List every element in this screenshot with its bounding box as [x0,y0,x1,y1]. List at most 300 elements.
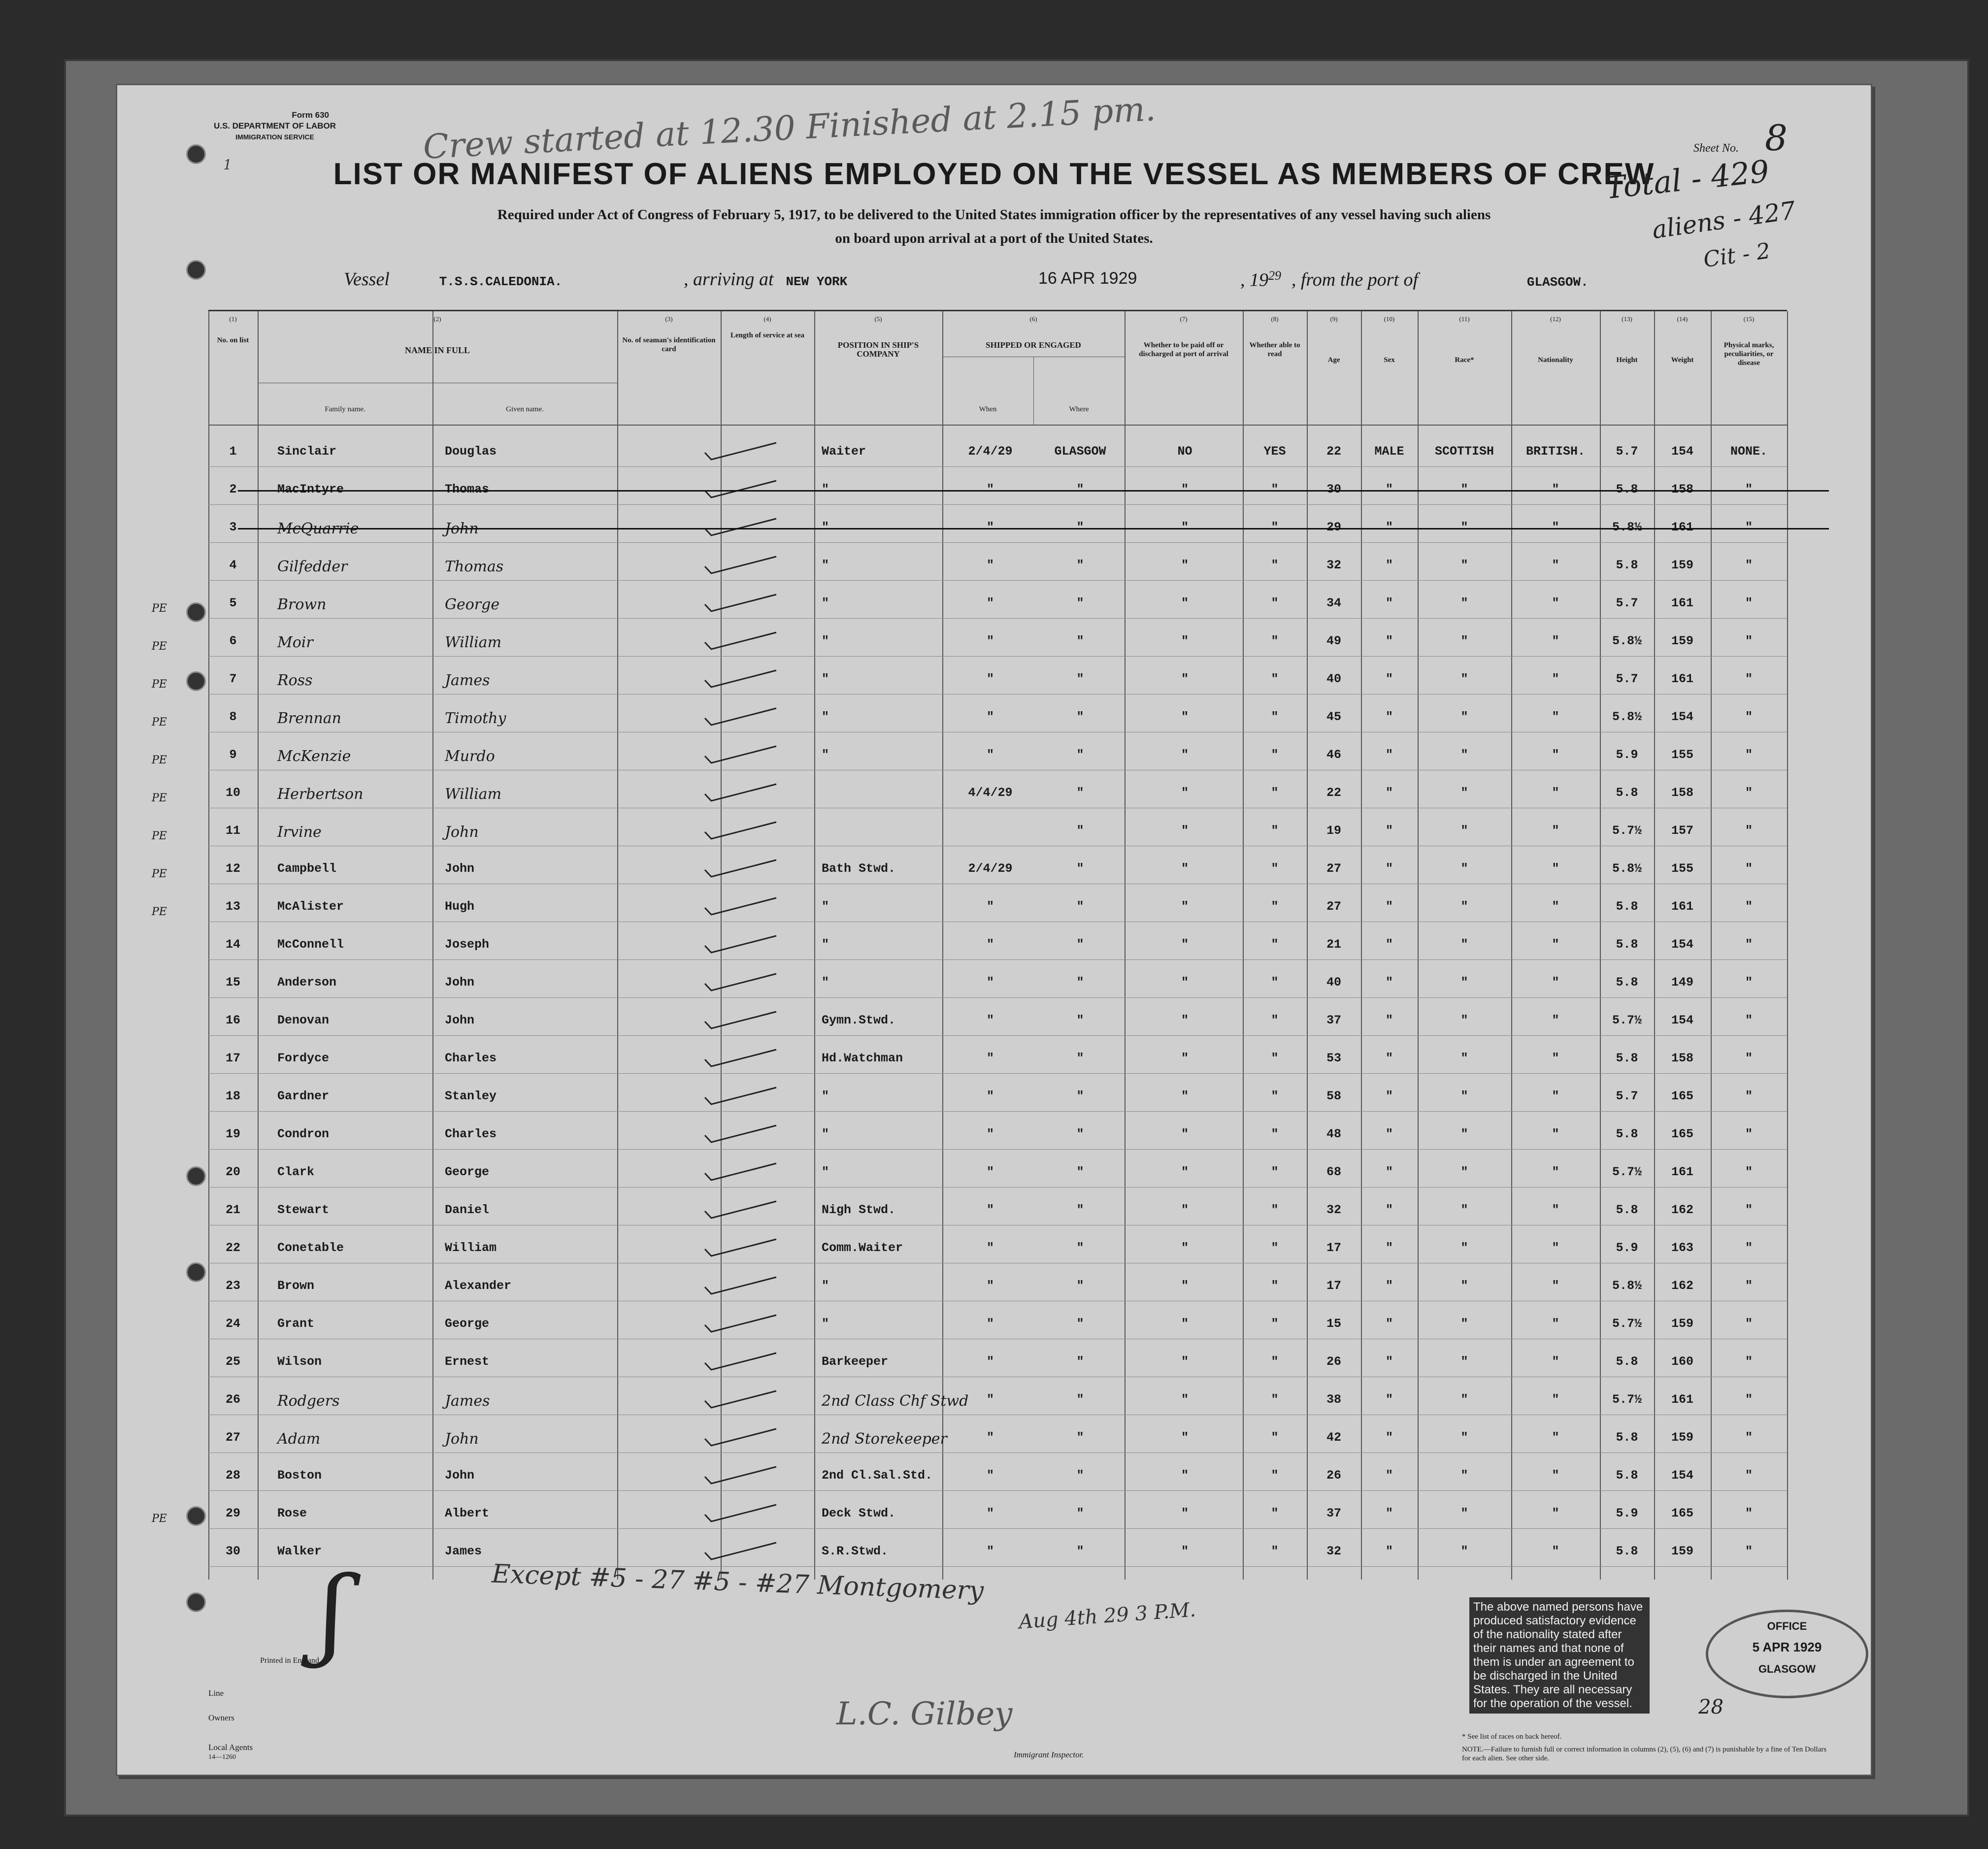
cell-given: James [445,1392,490,1410]
cell-sex: " [1385,482,1393,496]
cell-weight: 154 [1671,710,1693,724]
hdr-race: Race* [1455,356,1474,364]
inspector-label: Immigrant Inspector. [1014,1750,1084,1759]
cell-sex: " [1385,1013,1393,1027]
cell-race: " [1460,1354,1468,1369]
cell-where: " [1076,1544,1084,1558]
cell-given: John [445,1468,475,1483]
table-row [208,1279,1787,1317]
check-mark-icon [702,707,781,727]
check-mark-icon [702,1200,781,1220]
cell-family: Anderson [277,975,337,990]
cell-height: 5.8 [1616,1051,1638,1065]
cell-race: " [1460,1127,1468,1141]
colnum-9: (9) [1330,315,1338,323]
cell-when: " [986,558,994,572]
cell-position: " [822,672,829,686]
pe-mark: PE [152,830,167,842]
vessel-label: Vessel [344,269,390,290]
agents-label: Local Agents [208,1743,253,1752]
cell-sex: " [1385,824,1393,838]
inspection-date-note: Aug 4th 29 3 P.M. [1018,1598,1197,1634]
subtitle-line-1: Required under Act of Congress of February 5, 1917, to be delivered to the United States immigration officer by the representatives of any vessel having such aliens [497,207,1491,223]
cell-phys: " [1745,1279,1753,1293]
cell-race: " [1460,634,1468,648]
cell-no: 1 [229,444,237,459]
cell-sex: " [1385,1127,1393,1141]
arrival-date-stamp: 16 APR 1929 [1038,269,1137,288]
cell-paid: " [1181,482,1189,496]
vessel-name: T.S.S.CALEDONIA. [439,274,563,289]
cell-weight: 161 [1671,520,1693,534]
cell-read: " [1271,1317,1279,1331]
cell-given: George [445,1317,490,1331]
cell-age: 37 [1326,1013,1341,1027]
cell-given: Alexander [445,1279,512,1293]
cell-phys: " [1745,1468,1753,1483]
cell-height: 5.8 [1616,1203,1638,1217]
cell-family: Gilfedder [277,558,348,575]
cell-height: 5.8½ [1612,861,1642,876]
cell-family: Clark [277,1165,315,1179]
cell-when: " [986,748,994,762]
margin-mark: 1 [223,157,232,173]
document-title: LIST OR MANIFEST OF ALIENS EMPLOYED ON THE VESSEL AS MEMBERS OF CREW [333,157,1655,191]
cell-where: " [1076,1051,1084,1065]
pe-mark: PE [152,868,167,880]
cell-age: 19 [1326,824,1341,838]
cell-weight: 165 [1671,1127,1693,1141]
department: U.S. DEPARTMENT OF LABOR [213,121,336,131]
check-mark-icon [702,973,781,992]
cell-paid: " [1181,520,1189,534]
cell-paid: " [1181,634,1189,648]
cell-position: 2nd Class Chf Stwd [822,1392,969,1410]
cell-sex: " [1385,975,1393,990]
cell-given: George [445,1165,490,1179]
cell-phys: " [1745,1165,1753,1179]
table-row [208,1203,1787,1241]
cell-read: YES [1263,444,1286,459]
cell-when: 4/4/29 [968,786,1013,800]
cell-paid: " [1181,710,1189,724]
cell-read: " [1271,1165,1279,1179]
cell-where: " [1076,1354,1084,1369]
check-mark-icon [702,859,781,879]
cell-height: 5.8½ [1612,520,1642,534]
cell-where: " [1076,1203,1084,1217]
cell-phys: " [1745,482,1753,496]
cell-race: " [1460,482,1468,496]
cell-no: 23 [225,1279,240,1293]
cell-age: 32 [1326,1203,1341,1217]
cell-age: 48 [1326,1127,1341,1141]
cell-sex: " [1385,1544,1393,1558]
cell-where: " [1076,748,1084,762]
hdr-shipped: SHIPPED OR ENGAGED [986,340,1081,350]
cell-read: " [1271,520,1279,534]
hdr-nationality: Nationality [1538,356,1573,364]
cell-family: Denovan [277,1013,330,1027]
cell-paid: " [1181,1354,1189,1369]
cell-position: " [822,596,829,610]
cell-position: Gymn.Stwd. [822,1013,896,1027]
cell-weight: 161 [1671,672,1693,686]
cell-no: 16 [225,1013,240,1027]
table-row [208,748,1787,786]
cell-family: Campbell [277,861,337,876]
cell-sex: " [1385,710,1393,724]
cell-nat: " [1552,824,1559,838]
cell-family: Moir [277,634,313,651]
cell-nat: " [1552,710,1559,724]
cell-position: 2nd Cl.Sal.Std. [822,1468,933,1483]
cell-read: " [1271,1279,1279,1293]
cell-given: Thomas [445,482,490,496]
arriving-label: , arriving at [684,269,774,290]
cell-phys: " [1745,520,1753,534]
cell-age: 46 [1326,748,1341,762]
cell-paid: " [1181,1241,1189,1255]
cell-read: " [1271,1089,1279,1103]
cell-height: 5.7½ [1612,1165,1642,1179]
form-number: Form 630 [292,110,329,120]
cell-where: " [1076,861,1084,876]
cell-height: 5.7 [1616,1089,1638,1103]
hdr-given-name: Given name. [506,405,544,413]
cell-age: 40 [1326,672,1341,686]
check-mark-icon [702,480,781,499]
colnum-6: (6) [1029,315,1037,323]
cell-sex: " [1385,899,1393,914]
cell-family: Rodgers [277,1392,340,1410]
cell-nat: " [1552,634,1559,648]
cell-nat: " [1552,1089,1559,1103]
cell-given: Timothy [445,710,506,727]
table-row [208,482,1787,520]
cell-weight: 159 [1671,1430,1693,1445]
cell-height: 5.8½ [1612,634,1642,648]
table-row [208,1013,1787,1051]
pe-mark: PE [152,678,167,691]
cell-position: Barkeeper [822,1354,889,1369]
cell-family: Brown [277,596,327,613]
arrival-date [1038,268,1137,288]
form-block [201,110,349,142]
check-mark-icon [702,518,781,537]
cell-no: 20 [225,1165,240,1179]
cell-paid: " [1181,1392,1189,1407]
stamp-office: OFFICE [1767,1620,1807,1632]
cell-where: " [1076,482,1084,496]
cell-sex: " [1385,748,1393,762]
cell-given: John [445,975,475,990]
cell-race: " [1460,1241,1468,1255]
cell-sex: MALE [1374,444,1404,459]
cell-family: Brennan [277,710,341,727]
cell-given: Douglas [445,444,497,459]
cell-position: " [822,1317,829,1331]
cell-paid: " [1181,1430,1189,1445]
cell-nat: " [1552,786,1559,800]
cell-height: 5.8 [1616,1544,1638,1558]
cell-sex: " [1385,1317,1393,1331]
cell-where: " [1076,1241,1084,1255]
citizens-note: Cit - 2 [1702,238,1772,273]
agents-code: 14—1260 [208,1753,236,1761]
cell-height: 5.9 [1616,1506,1638,1520]
cell-given: Charles [445,1051,497,1065]
cell-phys: " [1745,899,1753,914]
check-mark-icon [702,1428,781,1448]
cell-family: Conetable [277,1241,344,1255]
cell-no: 26 [225,1392,240,1407]
check-mark-icon [702,1314,781,1334]
colnum-8: (8) [1271,315,1279,323]
except-note: Except #5 - 27 #5 - #27 Montgomery [491,1559,985,1606]
cell-weight: 159 [1671,1317,1693,1331]
cell-phys: " [1745,1430,1753,1445]
punch-hole [186,1592,206,1612]
cell-age: 17 [1326,1279,1341,1293]
cell-age: 27 [1326,861,1341,876]
colnum-3: (3) [665,315,673,323]
cell-read: " [1271,1241,1279,1255]
cell-no: 18 [225,1089,240,1103]
check-mark-icon [702,1049,781,1068]
table-row [208,861,1787,899]
cell-no: 2 [229,482,237,496]
cell-given: William [445,634,502,651]
cell-family: McQuarrie [277,520,359,537]
cell-height: 5.8 [1616,1127,1638,1141]
cell-no: 15 [225,975,240,990]
cell-sex: " [1385,1203,1393,1217]
cell-paid: " [1181,596,1189,610]
check-mark-icon [702,1162,781,1182]
cell-weight: 159 [1671,1544,1693,1558]
cell-phys: " [1745,824,1753,838]
pe-mark: PE [152,906,167,918]
table-row [208,634,1787,672]
cell-phys: " [1745,672,1753,686]
cell-height: 5.8 [1616,1468,1638,1483]
glasgow-office-stamp [1706,1610,1868,1698]
cell-family: McConnell [277,937,344,952]
printed-note: Printed in England. [260,1656,321,1665]
table-row [208,899,1787,937]
cell-nat: " [1552,1506,1559,1520]
cell-paid: " [1181,975,1189,990]
year-label: , 19 [1240,269,1268,291]
cell-weight: 161 [1671,596,1693,610]
cell-no: 19 [225,1127,240,1141]
cell-age: 17 [1326,1241,1341,1255]
colnum-14: (14) [1677,315,1688,323]
cell-no: 4 [229,558,237,572]
cell-given: Charles [445,1127,497,1141]
cell-phys: " [1745,1241,1753,1255]
aliens-note: aliens - 427 [1650,196,1797,245]
cell-nat: " [1552,1241,1559,1255]
cell-given: John [445,1430,479,1448]
cell-when: " [986,1506,994,1520]
cell-read: " [1271,1354,1279,1369]
cell-read: " [1271,482,1279,496]
cell-read: " [1271,558,1279,572]
cell-given: James [445,1544,482,1558]
cell-sex: " [1385,1165,1393,1179]
cell-sex: " [1385,520,1393,534]
cell-paid: " [1181,786,1189,800]
cell-paid: " [1181,1468,1189,1483]
cell-read: " [1271,1013,1279,1027]
hdr-id-card: No. of seaman's identification card [622,336,716,353]
cell-no: 24 [225,1317,240,1331]
cell-sex: " [1385,1279,1393,1293]
table-row [208,1468,1787,1506]
cell-race: " [1460,975,1468,990]
cell-phys: " [1745,975,1753,990]
year-block [1240,268,1589,291]
cell-nat: BRITISH. [1525,444,1586,459]
cell-where: " [1076,634,1084,648]
cell-no: 30 [225,1544,240,1558]
colnum-2: (2) [433,315,441,323]
cell-position: " [822,558,829,572]
manifest-page [116,84,1872,1776]
cell-sex: " [1385,1392,1393,1407]
check-mark-icon [702,442,781,462]
cell-nat: " [1552,1127,1559,1141]
check-mark-icon [702,745,781,765]
cell-age: 38 [1326,1392,1341,1407]
cell-age: 32 [1326,1544,1341,1558]
table-row [208,1051,1787,1089]
total-note: Total - 429 [1603,153,1771,206]
cell-sex: " [1385,861,1393,876]
cell-read: " [1271,937,1279,952]
cell-where: " [1076,710,1084,724]
cell-weight: 163 [1671,1241,1693,1255]
cell-position: Bath Stwd. [822,861,896,876]
cell-phys: " [1745,1354,1753,1369]
cell-given: John [445,824,479,841]
cell-read: " [1271,899,1279,914]
cell-height: 5.9 [1616,1241,1638,1255]
cell-family: Boston [277,1468,322,1483]
cell-sex: " [1385,1354,1393,1369]
punch-hole [186,1506,206,1526]
cell-sex: " [1385,558,1393,572]
cell-nat: " [1552,482,1559,496]
cell-no: 6 [229,634,237,648]
cell-race: " [1460,748,1468,762]
cell-race: " [1460,1013,1468,1027]
cell-phys: " [1745,748,1753,762]
cell-weight: 159 [1671,634,1693,648]
hdr-sex: Sex [1384,356,1395,364]
cell-weight: 154 [1671,1468,1693,1483]
cell-age: 27 [1326,899,1341,914]
cell-position: Deck Stwd. [822,1506,896,1520]
cell-paid: " [1181,824,1189,838]
cell-weight: 154 [1671,1013,1693,1027]
table-row [208,1241,1787,1279]
cell-height: 5.7 [1616,672,1638,686]
check-mark-icon [702,631,781,651]
cell-age: 32 [1326,558,1341,572]
cell-race: " [1460,937,1468,952]
cell-given: Albert [445,1506,490,1520]
cell-paid: NO [1177,444,1193,459]
colnum-7: (7) [1180,315,1188,323]
table-row [208,444,1787,482]
check-mark-icon [702,935,781,955]
cell-sex: " [1385,1241,1393,1255]
cell-when: " [986,1127,994,1141]
cell-family: Rose [277,1506,307,1520]
table-row [208,520,1787,558]
cell-family: Sinclair [277,444,337,459]
cell-sex: " [1385,1051,1393,1065]
cell-paid: " [1181,1165,1189,1179]
cell-phys: " [1745,1317,1753,1331]
table-row [208,824,1787,861]
cell-height: 5.7 [1616,444,1638,459]
cell-when: " [986,1544,994,1558]
cell-read: " [1271,634,1279,648]
cell-weight: 165 [1671,1089,1693,1103]
cell-phys: " [1745,786,1753,800]
cell-race: " [1460,899,1468,914]
check-mark-icon [702,1276,781,1296]
cell-given: Murdo [445,748,495,765]
check-mark-icon [702,669,781,689]
cell-position: " [822,482,829,496]
colnum-1: (1) [229,315,237,323]
cell-read: " [1271,672,1279,686]
pe-mark: PE [152,640,167,653]
table-row [208,1127,1787,1165]
cell-height: 5.8 [1616,1354,1638,1369]
cell-phys: " [1745,1051,1753,1065]
cell-where: " [1076,1468,1084,1483]
cell-family: Fordyce [277,1051,330,1065]
table-row [208,558,1787,596]
cell-when: " [986,1279,994,1293]
cell-sex: " [1385,937,1393,952]
cell-where: " [1076,899,1084,914]
cell-phys: " [1745,1089,1753,1103]
table-row [208,937,1787,975]
cell-paid: " [1181,937,1189,952]
cell-no: 27 [225,1430,240,1445]
hdr-read: Whether able to read [1249,341,1300,358]
cell-paid: " [1181,1506,1189,1520]
cell-family: Condron [277,1127,330,1141]
cell-where: " [1076,1392,1084,1407]
pe-mark: PE [152,602,167,615]
cell-given: Stanley [445,1089,497,1103]
colnum-13: (13) [1622,315,1632,323]
cell-given: Thomas [445,558,504,575]
hdr-name-in-full: NAME IN FULL [404,345,470,355]
cell-given: John [445,861,475,876]
cell-where: " [1076,1430,1084,1445]
check-mark-icon [702,1238,781,1258]
colnum-12: (12) [1550,315,1561,323]
